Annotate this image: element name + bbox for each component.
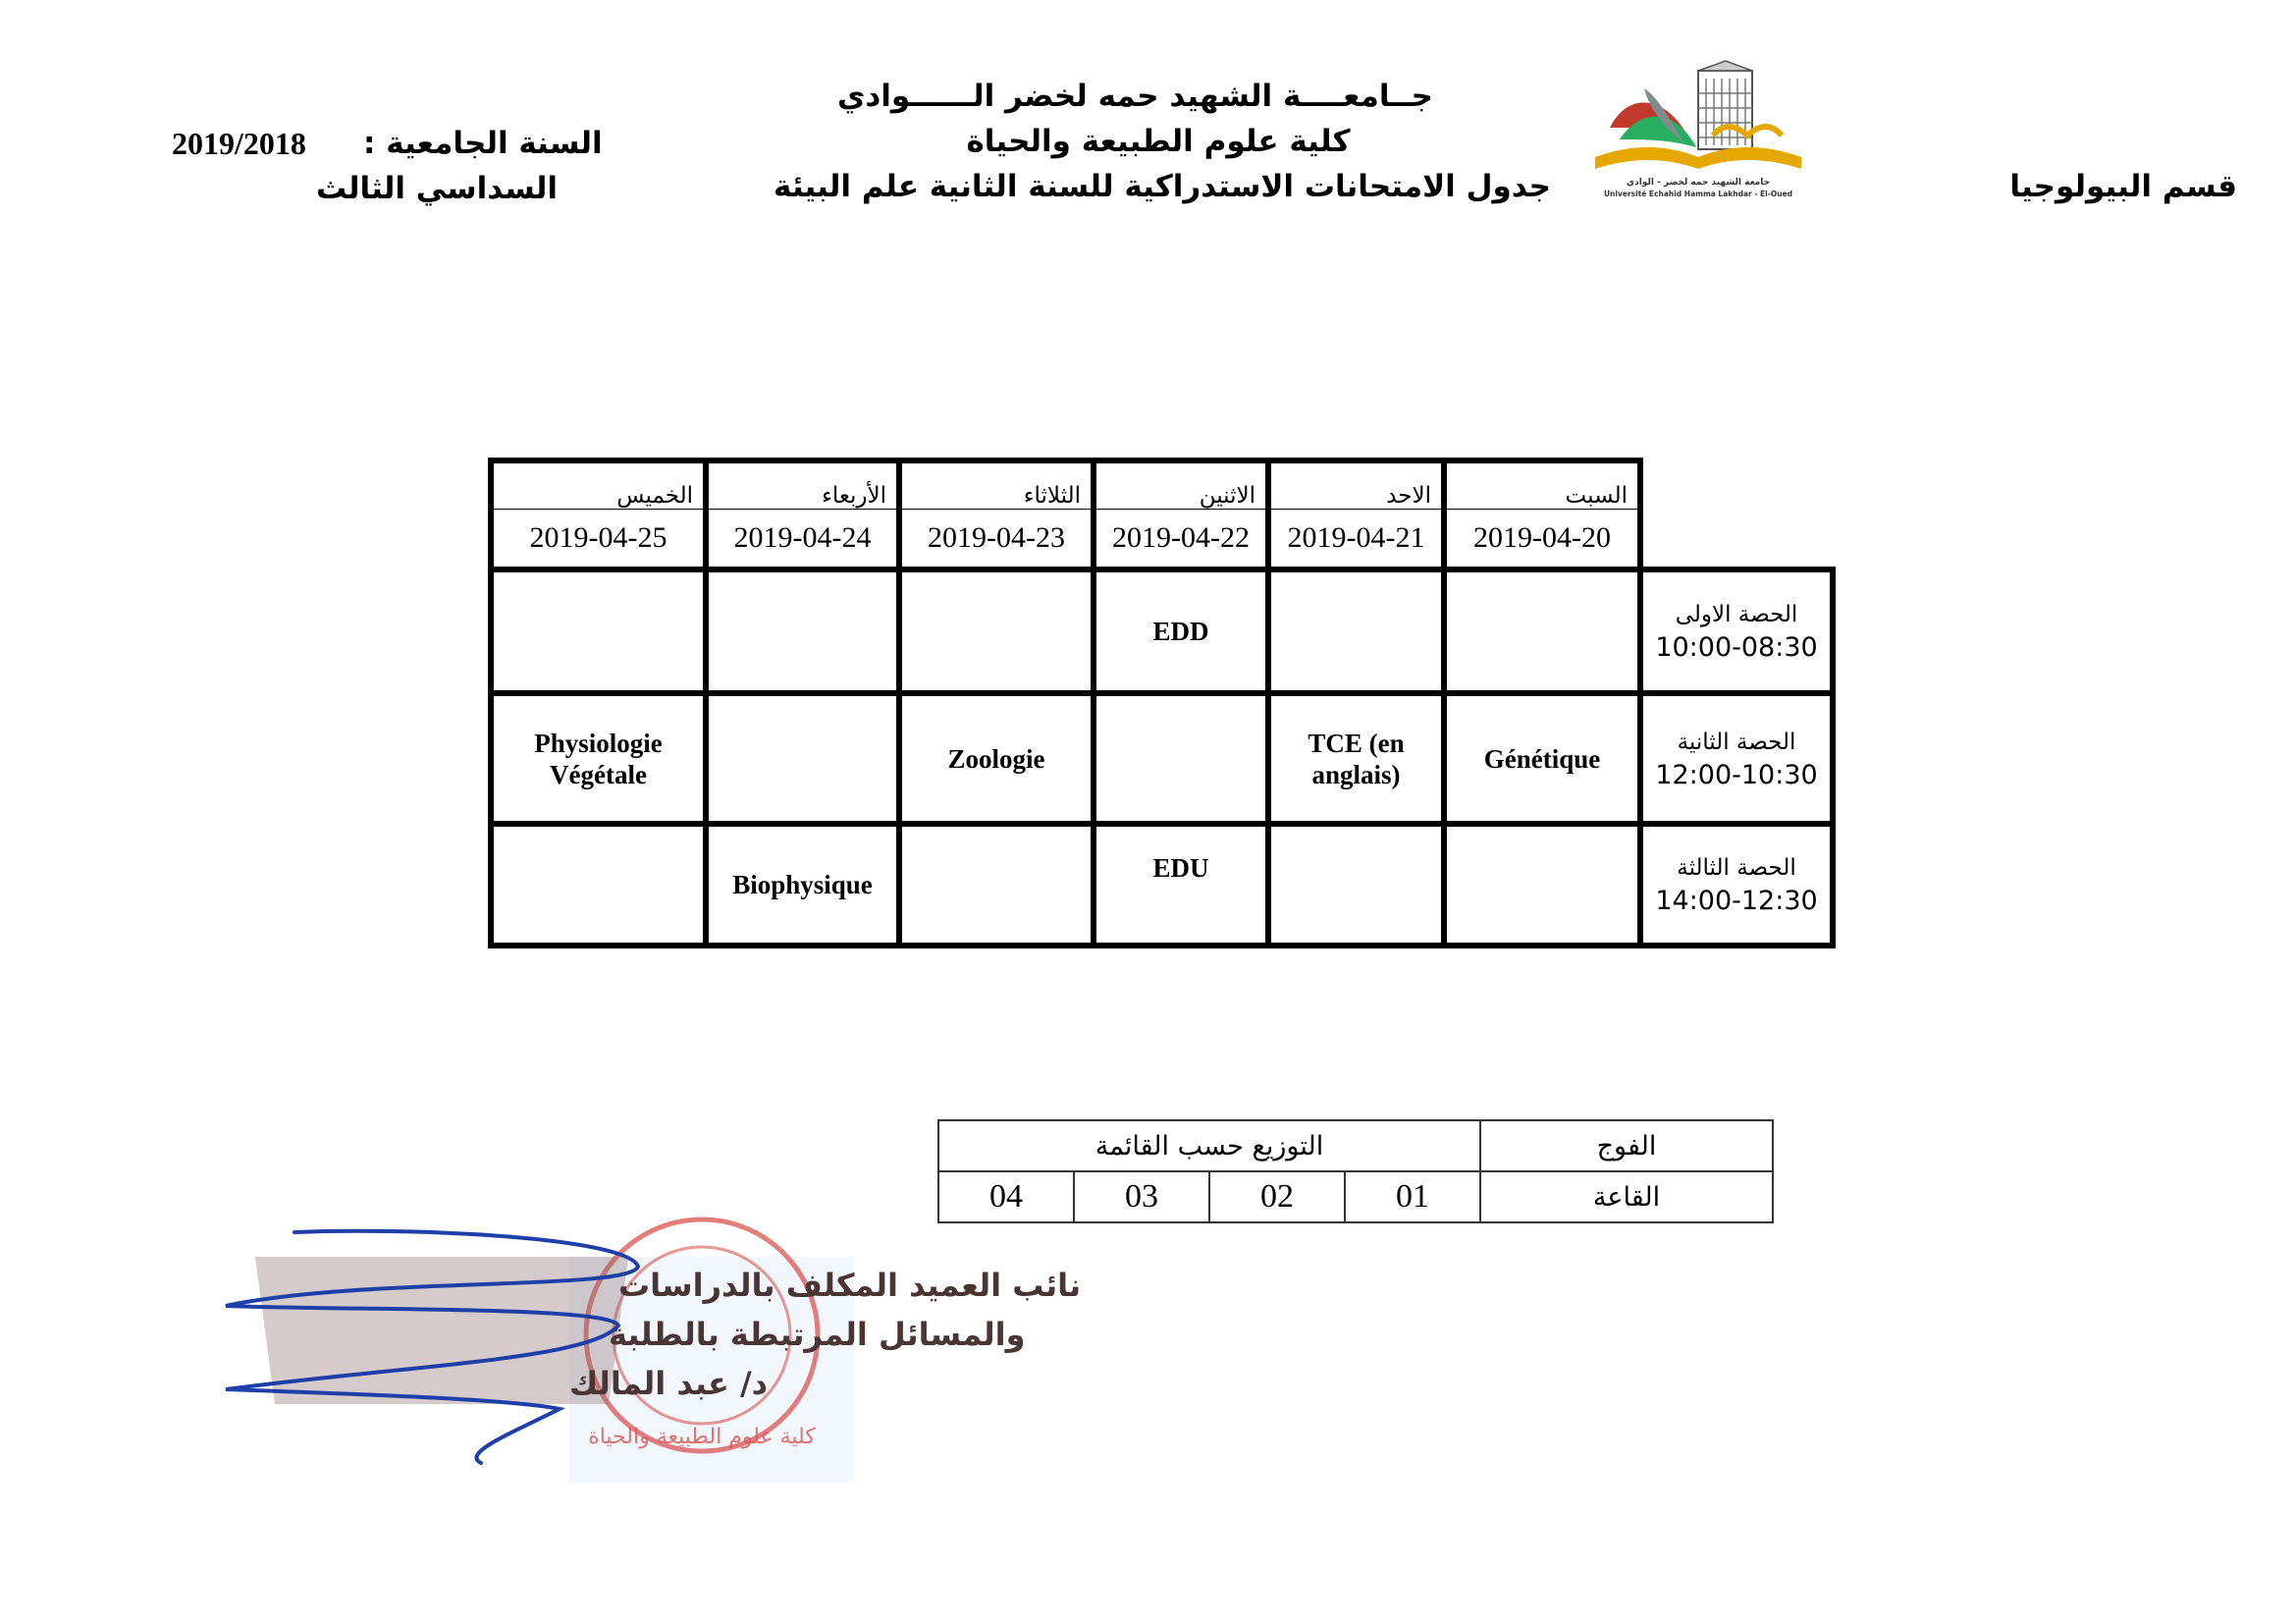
academic-year-value: 2019/2018 [172, 126, 306, 161]
slot-label-3 [1640, 824, 1833, 946]
room-distribution-table [937, 1119, 1774, 1223]
date-tuesday: 2019-04-23 [899, 510, 1094, 570]
exam-cell [1444, 824, 1640, 946]
exam-cell [491, 824, 706, 946]
date-wednesday: 2019-04-24 [706, 510, 899, 570]
exam-cell [1268, 824, 1444, 946]
exam-cell [899, 824, 1094, 946]
exam-schedule-table [488, 458, 1836, 948]
semester-label: السداسي الثالث [316, 171, 559, 206]
group-label: الفوج [1480, 1120, 1773, 1171]
department-name: قسم البيولوجيا [2009, 169, 2237, 204]
document-title: جدول الامتحانات الاستدراكية للسنة الثانية علم البيئة [774, 169, 1551, 204]
room-number: 04 [938, 1171, 1074, 1222]
date-saturday: 2019-04-20 [1444, 510, 1640, 570]
slot-time: 12:00-10:30 [1655, 759, 1818, 790]
seal-text: كلية علوم الطبيعة والحياة [588, 1425, 816, 1449]
room-label: القاعة [1480, 1171, 1773, 1222]
academic-year-label: السنة الجامعية : [363, 126, 603, 161]
slot-label-1 [1640, 569, 1833, 693]
exam-cell: Biophysique [706, 824, 899, 946]
day-name-tuesday: الثلاثاء [899, 460, 1094, 510]
date-sunday: 2019-04-21 [1268, 510, 1444, 570]
date-monday: 2019-04-22 [1094, 510, 1268, 570]
slot-row-3 [491, 824, 1833, 946]
day-name-wednesday: الأربعاء [706, 460, 899, 510]
slot-name: الحصة الثانية [1677, 729, 1796, 755]
exam-cell [899, 569, 1094, 693]
date-thursday: 2019-04-25 [491, 510, 706, 570]
day-name-thursday: الخميس [491, 460, 706, 510]
exam-cell: EDD [1094, 569, 1268, 693]
official-stamp [216, 1198, 1082, 1483]
day-name-saturday: السبت [1444, 460, 1640, 510]
exam-cell [491, 569, 706, 693]
exam-cell: Physiologie Végétale [491, 693, 706, 824]
exam-cell [706, 693, 899, 824]
exam-cell [1444, 569, 1640, 693]
stamp-line-2: والمسائل المرتبطة بالطلبة [609, 1316, 1026, 1353]
slot-row-1 [491, 569, 1833, 693]
room-number: 03 [1074, 1171, 1209, 1222]
rooms-row [938, 1171, 1773, 1222]
slot-name: الحصة الاولى [1675, 602, 1798, 627]
university-name: جــامعــــة الشهيد حمه لخضر الــــــوادي [836, 79, 1433, 114]
stamp-line-3: د/ عبد المالك [569, 1365, 769, 1402]
slot-time: 10:00-08:30 [1655, 632, 1818, 663]
faculty-name: كلية علوم الطبيعة والحياة [966, 124, 1351, 159]
day-name-sunday: الاحد [1268, 460, 1444, 510]
room-number: 01 [1345, 1171, 1480, 1222]
slot-label-2 [1640, 693, 1833, 824]
exam-cell [1268, 569, 1444, 693]
stamp-line-1: نائب العميد المكلف بالدراسات [618, 1267, 1082, 1304]
room-number: 02 [1209, 1171, 1345, 1222]
exam-cell: Génétique [1444, 693, 1640, 824]
dates-row [491, 510, 1833, 570]
day-names-row [491, 460, 1833, 510]
day-name-monday: الاثنين [1094, 460, 1268, 510]
logo-caption-ar: جامعة الشهيد حمه لخضر - الوادي [1626, 178, 1771, 188]
logo-caption-fr: Université Echahid Hamma Lakhdar - El-Oued [1603, 189, 1793, 198]
exam-cell: EDU [1094, 824, 1268, 946]
exam-cell: TCE (en anglais) [1268, 693, 1444, 824]
distribution-header-row [938, 1120, 1773, 1171]
exam-cell [1094, 693, 1268, 824]
slot-name: الحصة الثالثة [1677, 855, 1796, 881]
slot-time: 14:00-12:30 [1655, 886, 1818, 916]
exam-cell [706, 569, 899, 693]
university-logo [1590, 59, 1806, 206]
distribution-label: التوزيع حسب القائمة [938, 1120, 1480, 1171]
exam-cell: Zoologie [899, 693, 1094, 824]
slot-row-2 [491, 693, 1833, 824]
